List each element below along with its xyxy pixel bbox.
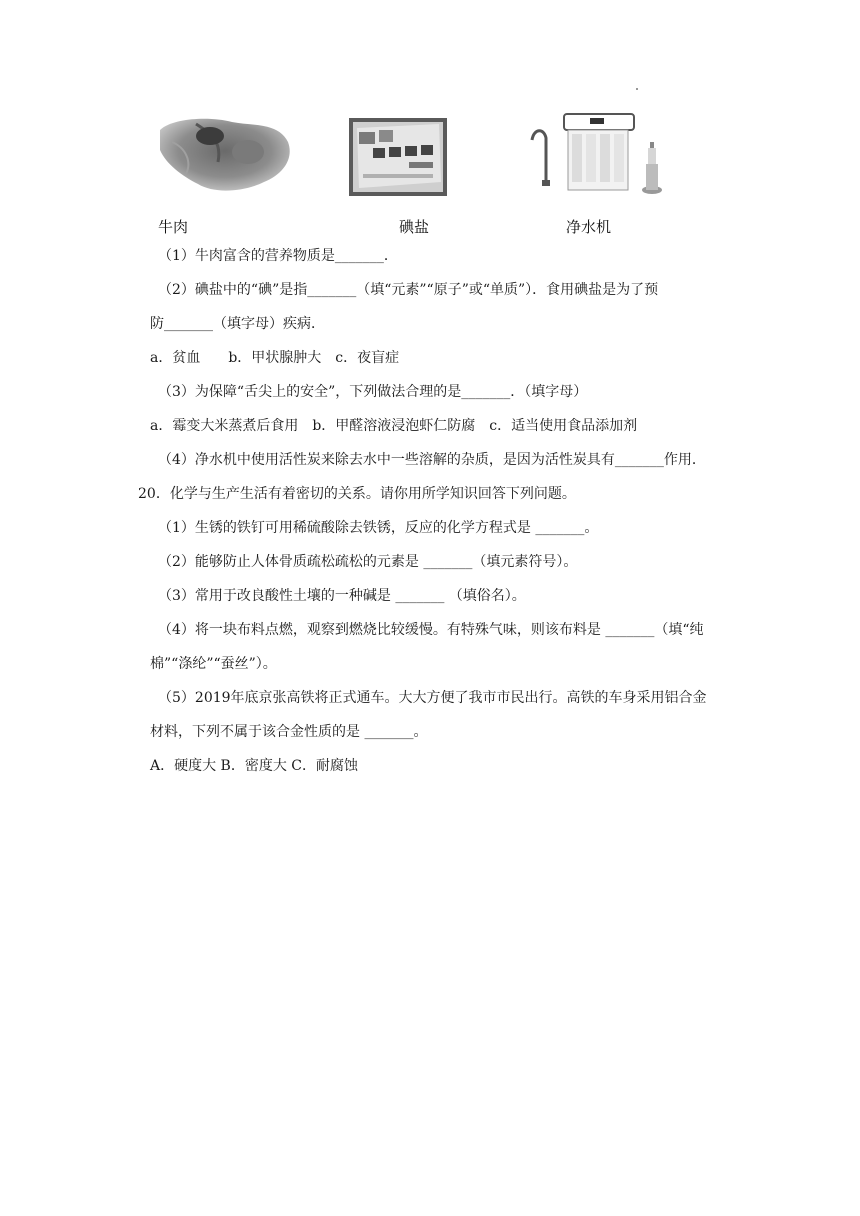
q20-part4-line1: （4）将一块布料点燃，观察到燃烧比较缓慢。有特殊气味，则该布料是 _______（填“纯 — [158, 622, 704, 638]
q20-part5-line1: （5）2019年底京张高铁将正式通车。大大方便了我市市民出行。高铁的车身采用铝合金 — [158, 690, 707, 706]
beef-caption: 牛肉 — [158, 218, 189, 236]
q19-part1: （1）牛肉富含的营养物质是_______． — [158, 248, 398, 264]
speck — [636, 88, 638, 90]
q19-part2-line1: （2）碘盐中的“碘”是指_______（填“元素”“原子”或“单质”）．食用碘盐是为了预 — [158, 282, 659, 298]
q20-part3: （3）常用于改良酸性土壤的一种碱是 _______ （填俗名）。 — [158, 588, 526, 604]
beef-image — [152, 112, 294, 196]
q19-part3: （3）为保障“舌尖上的安全”，下列做法合理的是_______．（填字母） — [158, 384, 588, 400]
water-purifier-image — [528, 108, 664, 200]
iodized-salt-caption: 碘盐 — [399, 218, 430, 236]
q20-part5-options: A．硬度大 B．密度大 C．耐腐蚀 — [150, 758, 359, 774]
q20-part4-line2: 棉”“涤纶”“蚕丝”）。 — [150, 656, 277, 672]
q20-part2: （2）能够防止人体骨质疏松疏松的元素是 _______（填元素符号）。 — [158, 554, 578, 570]
iodized-salt-image — [349, 118, 447, 196]
q19-part2-options: a．贫血 b．甲状腺肿大 c．夜盲症 — [150, 350, 400, 366]
figure-row — [0, 0, 860, 240]
q20-part1: （1）生锈的铁钉可用稀硫酸除去铁锈，反应的化学方程式是 _______。 — [158, 520, 599, 536]
q20-stem: 20．化学与生产生活有着密切的关系。请你用所学知识回答下列问题。 — [138, 486, 576, 502]
q19-part2-line2: 防_______（填字母）疾病． — [150, 316, 325, 332]
q19-part3-options: a．霉变大米蒸煮后食用 b．甲醛溶液浸泡虾仁防腐 c．适当使用食品添加剂 — [150, 418, 638, 434]
q19-part4: （4）净水机中使用活性炭来除去水中一些溶解的杂质，是因为活性炭具有_______作用． — [158, 452, 706, 468]
q20-part5-line2: 材料，下列不属于该合金性质的是 _______。 — [150, 724, 428, 740]
water-purifier-caption: 净水机 — [566, 218, 612, 236]
